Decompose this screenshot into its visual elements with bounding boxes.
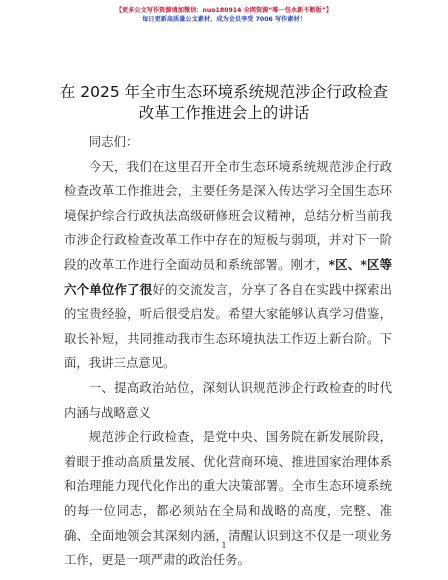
document-title [0,82,448,124]
page-number: 1 [221,541,227,550]
promo-banner [0,6,448,24]
paragraph-2: 规范涉企行政检查，是党中央、国务院在新发展阶段，着眼于推动高质量发展、优化营商环境、推进国家治理体系和治理能力现代化作出的重大决策部署。全市生态环境系统的每一位同志，都必须站在全局和战略的高度，完整、准确、全面地领会其深刻内涵，清醒认识到这不仅是一项业务工作，更是一项严肃的政治任务。 [64,429,392,568]
title-line-1: 在 2025 年全市生态环境系统规范涉企行政检查 [59,83,389,101]
title-line-2: 改革工作推进会上的讲话 [138,104,310,122]
paragraph-1-bold: *区、*区等六个单位作了很 [64,256,393,297]
salutation: 同志们： [88,134,139,149]
paragraph-1 [64,155,392,376]
paragraph-1-text-a: 今天，我们在这里召开全市生态环境系统规范涉企行政检查改革工作推进会，主要任务是深入传达学习全国生态环境保护综合行政执法高级研修班会议精神，总结分析当前我市涉企行政检查改革工作中存在的短板与弱项，并对下一阶段的改革工作进行全面动员和系统部署。刚才， [64,158,392,272]
paragraph-1-text-b: 好的交流发言，分享了各自在实践中探索出的宝贵经验，听后很受启发。希望大家能够认真学习借鉴，取长补短，共同推动我市生态环境执法工作迈上新台阶。下面，我讲三点意见。 [64,281,393,371]
banner-line-1: 【更多公文写作资源请加微信：nuo180914 全网资源“唯一包永新不断版”】 [115,7,333,14]
heading-1: 一、提高政治站位，深刻认识规范涉企行政检查的时代内涵与战略意义 [64,379,392,420]
document-body [64,130,392,573]
banner-line-2: 每日更新高质量公文素材，成为会员享受 7006 写作素材！ [142,16,306,23]
